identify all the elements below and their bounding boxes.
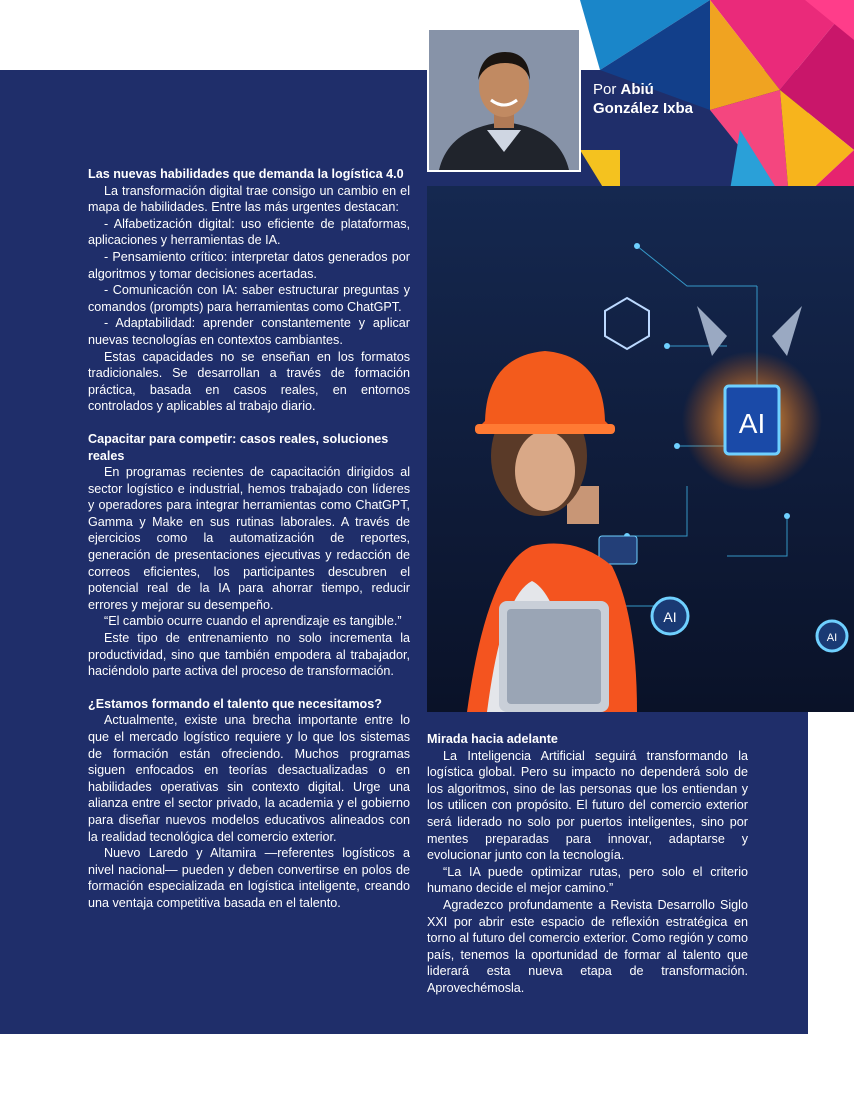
paragraph: La Inteligencia Artificial seguirá transformando la logística global. Pero su impacto no dependerá solo de los algoritmos, sino de las personas que los entiendan y los utilicen con propósito. El futuro del comercio exterior será liderado no solo por puertos inteligentes, sino por mentes preparadas para innovar, adaptarse y evolucionar junto con la tecnología. [427, 748, 748, 863]
paragraph: - Comunicación con IA: saber estructurar preguntas y comandos (prompts) para herramientas como ChatGPT. [88, 283, 410, 314]
author-name-first: Abiú [620, 81, 654, 98]
section-heading-outlook: Mirada hacia adelante [427, 732, 558, 746]
author-portrait [427, 28, 581, 172]
section-heading-training: Capacitar para competir: casos reales, soluciones reales [88, 431, 389, 463]
article-column-right [427, 731, 748, 997]
paragraph: Estas capacidades no se enseñan en los formatos tradicionales. Se desarrollan a través de formación práctica, basada en casos reales, en entornos controlados y aplicables al trabajo diario. [88, 349, 410, 414]
article-column-left [88, 166, 410, 912]
author-byline [593, 80, 693, 118]
paragraph: Nuevo Laredo y Altamira —referentes logísticos a nivel nacional— pueden y deben convertirse en polos de formación especializada en logística inteligente, creando una ventaja competitiva basada en el talento. [88, 846, 410, 910]
section-heading-skills: Las nuevas habilidades que demanda la logística 4.0 [88, 167, 404, 181]
paragraph: “El cambio ocurre cuando el aprendizaje es tangible.” [104, 614, 402, 629]
ai-worker-illustration [427, 186, 854, 712]
author-name-last: González Ixba [593, 100, 694, 117]
paragraph: - Pensamiento crítico: interpretar datos generados por algoritmos y tomar decisiones acertadas. [88, 249, 410, 281]
paragraph: Actualmente, existe una brecha importante entre lo que el mercado logístico requiere y lo que los sistemas de formación están ofreciendo. Muchos programas siguen enfocados en teorías desactualizadas o en habilidades operativas sin contexto digital. Urge una alianza entre el sector privado, la academia y el gobierno para diseñar nuevos modelos educativos alineados con la realidad tecnológica del comercio exterior. [88, 713, 410, 844]
paragraph: En programas recientes de capacitación dirigidos al sector logístico e industrial, hemos trabajado con líderes y operadores para integrar herramientas como ChatGPT, Gamma y Make en sus rutinas laborales. A través de ejercicios como la automatización de reportes, generación de presentaciones ejecutivas y redacción de correos eficientes, los participantes descubren el potencial real de la IA para ahorrar tiempo, reducir errores y mejorar su desempeño. [88, 465, 410, 612]
paragraph: - Alfabetización digital: uso eficiente de plataformas, aplicaciones y herramientas de IA. [88, 216, 410, 248]
section-heading-talent: ¿Estamos formando el talento que necesitamos? [88, 696, 382, 711]
ai-chip-label: AI [738, 408, 766, 439]
paragraph: Agradezco profundamente a Revista Desarrollo Siglo XXI por abrir este espacio de reflexión estratégica en torno al futuro del comercio exterior. Como región y como país, tenemos la oportunidad de formar al talento que liderará esta nueva etapa de transformación. Aprovechémosla. [427, 897, 748, 995]
paragraph: La transformación digital trae consigo un cambio en el mapa de habilidades. Entre las más urgentes destacan: [88, 183, 410, 215]
author-portrait-image [429, 30, 579, 170]
paragraph: Este tipo de entrenamiento no solo incrementa la productividad, sino que también empodera al trabajador, haciéndolo parte activa del proceso de transformación. [88, 631, 410, 679]
ai-gear-label: AI [663, 609, 677, 625]
byline-prefix: Por [593, 81, 617, 98]
paragraph: “La IA puede optimizar rutas, pero solo el criterio humano decide el mejor camino.” [427, 864, 748, 896]
ai-worker-photo [427, 186, 854, 712]
paragraph: - Adaptabilidad: aprender constantemente y aplicar nuevas tecnologías en contextos cambiantes. [88, 316, 410, 347]
ai-gear2-label: AI [826, 632, 838, 644]
